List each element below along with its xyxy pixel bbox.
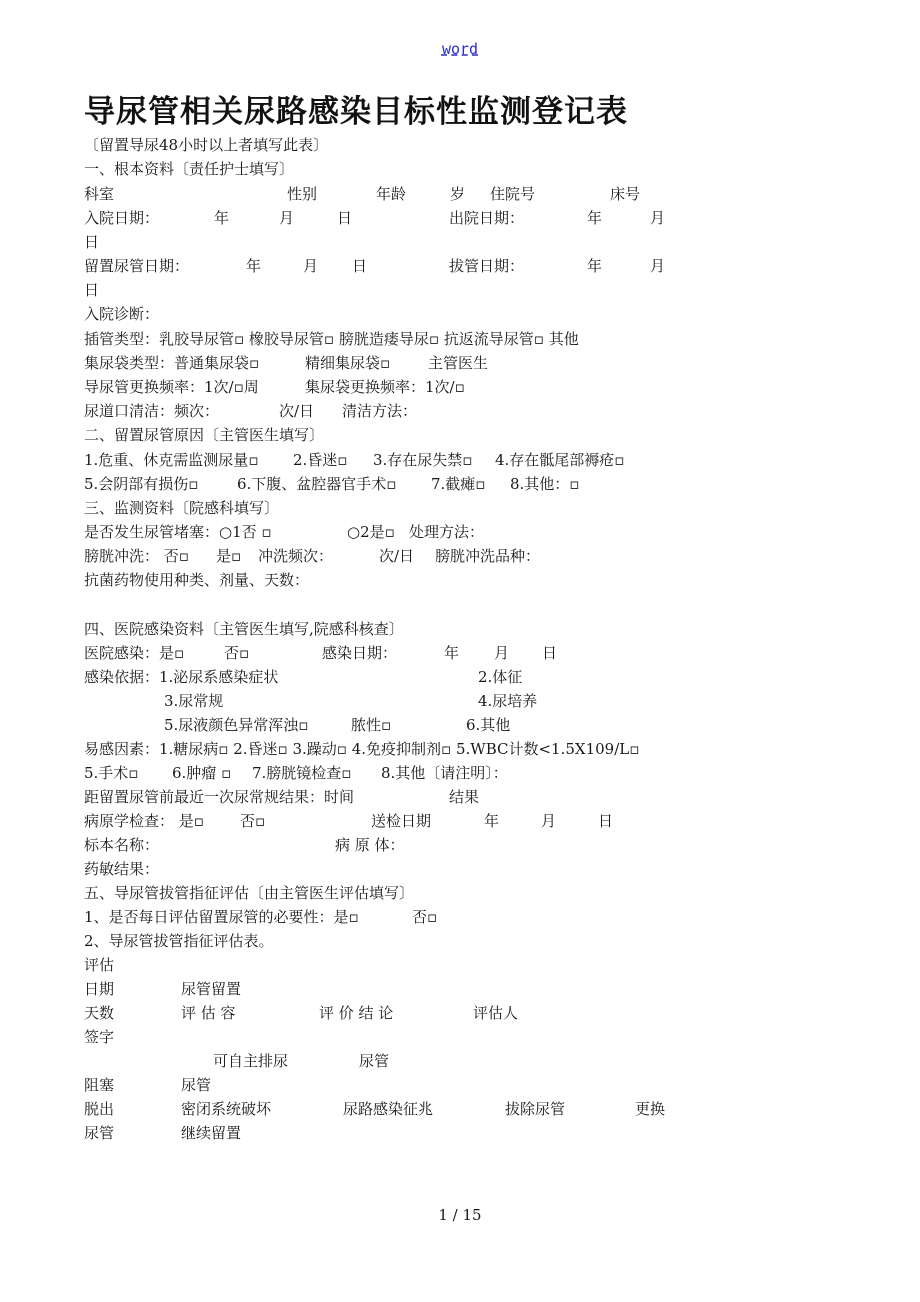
form-text: 岁 [450,185,466,203]
form-text: 医院感染：是▫ [84,644,185,662]
form-text: 评 价 结 论 [319,1004,394,1022]
form-text: 3.存在尿失禁▫ [373,451,473,469]
form-text: 日 [337,209,353,227]
form-text: 精细集尿袋▫ [305,354,391,372]
form-text: 出院日期： [449,209,525,227]
form-text: 尿道口清洁：频次： [84,402,220,420]
form-text: 6.其他 [466,716,511,734]
form-text: 可自主排尿 [213,1052,289,1070]
form-text: 月 [650,209,666,227]
form-line [0,424,920,446]
form-text: 拔除尿管 [505,1100,566,1118]
form-text: 入院日期： [84,209,160,227]
form-text: 三、监测资料〔院感科填写〕 [84,499,280,517]
form-text: 月 [279,209,295,227]
form-text: 6.下腹、盆腔器官手术▫ [237,475,397,493]
form-text: 2.昏迷▫ [293,451,348,469]
form-line [0,376,920,398]
form-line [0,1026,920,1048]
form-text: 否▫ [240,812,266,830]
form-text: 主管医生 [428,354,489,372]
form-line [0,352,920,374]
form-text: 3.尿常规 [164,692,224,710]
form-line [0,207,920,229]
form-text: 标本名称： [84,836,160,854]
form-line [0,545,920,567]
form-text: 是否发生尿管堵塞：○1否 ▫ [84,523,272,541]
form-text: 日 [542,644,558,662]
form-text: 年 [587,209,603,227]
form-text: 2、导尿管拔管指征评估表。 [84,932,274,950]
form-line [0,738,920,760]
form-text: 年 [444,644,460,662]
form-line [0,930,920,952]
form-text: 日 [598,812,614,830]
form-text: 否▫ [224,644,250,662]
form-line [0,714,920,736]
form-line [0,231,920,253]
form-text: 留置尿管日期： [84,257,190,275]
form-text: 5.手术▫ [84,764,139,782]
form-text: 一、根本资料〔责任护士填写〕 [84,160,295,178]
form-text: 签字 [84,1028,115,1046]
form-text: 尿路感染征兆 [343,1100,434,1118]
form-text: 7.截瘫▫ [431,475,486,493]
form-text: 8.其他：▫ [510,475,580,493]
form-text: 冲洗频次： [258,547,334,565]
form-text: 年龄 [376,185,407,203]
form-text: 日 [84,281,100,299]
form-text: 阻塞 [84,1076,115,1094]
form-text: 次/日 [279,402,315,420]
form-text: 尿管留置 [181,980,242,998]
document-title: 导尿管相关尿路感染目标性监测登记表 [84,94,628,130]
form-text: 月 [650,257,666,275]
form-text: 感染依据：1.泌尿系感染症状 [84,668,279,686]
form-line [0,642,920,664]
form-line [0,810,920,832]
form-text: 感染日期： [322,644,398,662]
form-line [0,328,920,350]
form-text: 病 原 体： [335,836,405,854]
form-text: 天数 [84,1004,115,1022]
form-text: 密闭系统破坏 [181,1100,272,1118]
word-link[interactable]: word [441,40,479,58]
form-text: 日期 [84,980,115,998]
form-text: 否▫ [412,908,438,926]
form-text: 脱出 [84,1100,115,1118]
form-line [0,1122,920,1144]
form-text: 年 [214,209,230,227]
form-line [0,618,920,640]
form-line [0,954,920,976]
form-text: 1、是否每日评估留置尿管的必要性：是▫ [84,908,359,926]
form-line [0,400,920,422]
form-line [0,1002,920,1024]
form-text: 评 估 容 [181,1004,236,1022]
form-text: 距留置尿管前最近一次尿常规结果：时间 [84,788,355,806]
form-line [0,906,920,928]
form-text: 〔留置导尿48小时以上者填写此表〕 [84,136,329,154]
form-text: 集尿袋类型：普通集尿袋▫ [84,354,260,372]
form-text: 次/日 [379,547,415,565]
form-text: 年 [246,257,262,275]
form-line [0,1074,920,1096]
header [0,40,920,58]
form-line [0,858,920,880]
form-text: 4.存在骶尾部褥疮▫ [495,451,625,469]
form-text: 月 [303,257,319,275]
form-line [0,882,920,904]
form-line [0,183,920,205]
form-line [0,521,920,543]
form-text: 膀胱冲洗品种： [435,547,541,565]
form-text: 尿管 [84,1124,115,1142]
form-text: 结果 [449,788,480,806]
form-text: 1.危重、休克需监测尿量▫ [84,451,259,469]
form-line [0,473,920,495]
form-text: 四、医院感染资料〔主管医生填写,院感科核查〕 [84,620,404,638]
form-text: 年 [484,812,500,830]
form-text: 科室 [84,185,115,203]
form-text: 插管类型：乳胶导尿管▫ 橡胶导尿管▫ 膀胱造瘘导尿▫ 抗返流导尿管▫ 其他 [84,330,579,348]
form-line [0,690,920,712]
form-line [0,1098,920,1120]
form-text: 评估 [84,956,115,974]
form-line [0,666,920,688]
form-text: 易感因素：1.糖尿病▫ 2.昏迷▫ 3.躁动▫ 4.免疫抑制剂▫ 5.WBC计数<1.5X109/L▫ [84,740,640,758]
form-text: 抗菌药物使用种类、剂量、天数： [84,571,310,589]
form-text: 5.尿液颜色异常浑浊▫ [164,716,309,734]
form-line [0,834,920,856]
form-text: 4.尿培养 [478,692,538,710]
form-line [0,978,920,1000]
form-text: 更换 [635,1100,666,1118]
form-text: 处理方法： [409,523,485,541]
form-text: 脓性▫ [351,716,392,734]
form-line [0,449,920,471]
form-text: 月 [541,812,557,830]
form-text: 清洁方法： [342,402,418,420]
page-number: 1 / 15 [438,1206,482,1224]
form-text: 8.其他〔请注明〕： [381,764,508,782]
form-text: 住院号 [490,185,536,203]
form-text: 6.肿瘤 ▫ [172,764,232,782]
form-text: 评估人 [473,1004,519,1022]
form-line [0,497,920,519]
form-text: 7.膀胱镜检查▫ [252,764,352,782]
form-line [0,786,920,808]
form-text: 尿管 [359,1052,390,1070]
form-text: 药敏结果： [84,860,160,878]
form-text: 2.体征 [478,668,523,686]
form-text: 5.会阴部有损伤▫ [84,475,199,493]
form-text: 床号 [610,185,641,203]
form-line [0,303,920,325]
form-text: 膀胱冲洗： 否▫ [84,547,189,565]
form-line [0,134,920,156]
form-line [0,1050,920,1072]
form-text: 二、留置尿管原因〔主管医生填写〕 [84,426,325,444]
form-text: 年 [587,257,603,275]
form-text: 日 [84,233,100,251]
form-text: 继续留置 [181,1124,242,1142]
form-text: 日 [352,257,368,275]
form-line [0,762,920,784]
form-text: 尿管 [181,1076,212,1094]
form-line [0,279,920,301]
form-text: 病原学检查： 是▫ [84,812,204,830]
form-text: 月 [494,644,510,662]
form-text: 是▫ [216,547,242,565]
form-text: ○2是▫ [347,523,395,541]
form-text: 入院诊断： [84,305,160,323]
form-text: 性别 [287,185,318,203]
form-text: 五、导尿管拔管指征评估〔由主管医生评估填写〕 [84,884,415,902]
form-line [0,158,920,180]
form-text: 导尿管更换频率：1次/▫周 [84,378,259,396]
form-text: 拔管日期： [449,257,525,275]
form-line [0,569,920,591]
form-text: 送检日期 [371,812,432,830]
form-line [0,255,920,277]
form-text: 集尿袋更换频率：1次/▫ [305,378,465,396]
